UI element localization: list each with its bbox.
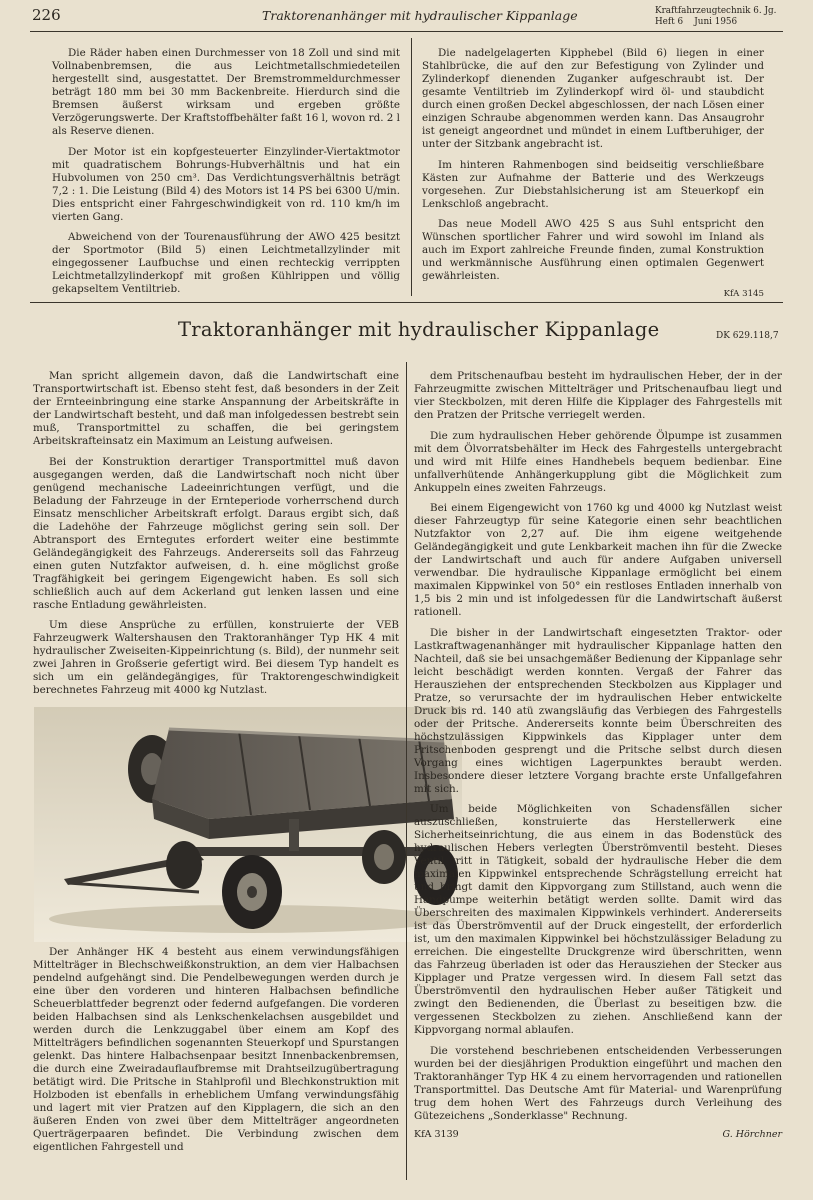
paragraph: Der Motor ist ein kopfgesteuerter Einzylinder-Viertaktmotor mit quadratischem Bohrungs-Hubverhältnis und hat ein Hubvolumen von 250 cm³. Das Verdichtungsverhältnis beträgt 7,2 : 1. Die Leistung (Bild 4) des Motors ist 14 PS bei 6300 U/min. Dies entspricht einer Fahrgeschwindigkeit von rd. 110 km/h im vierten Gang. bbox=[52, 145, 400, 223]
journal-info bbox=[655, 6, 776, 28]
article-left-column bbox=[33, 370, 399, 705]
paragraph: Die zum hydraulischen Heber gehörende Ölpumpe ist zusammen mit dem Ölvorratsbehälter im Heck des Fahrgestells untergebracht und wird mit Hilfe eines Handhebels bequem bedienbar. Eine unfallverhütende Anhängerkupplung gibt die Möglichkeit zum Ankuppeln eines zweiten Fahrzeugs. bbox=[414, 429, 782, 494]
paragraph: Im hinteren Rahmenbogen sind beidseitig verschließbare Kästen zur Aufnahme der Batterie und des Werkzeugs vorgesehen. Zur Diebstahlsicherung ist am Steuerkopf ein Lenkschloß angebracht. bbox=[422, 158, 764, 210]
article-left-bottom-column bbox=[33, 946, 399, 1162]
top-left-column bbox=[52, 47, 400, 304]
paragraph: Die nadelgelagerten Kipphebel (Bild 6) liegen in einer Stahlbrücke, die auf den zur Befestigung von Zylinder und Zylinderkopf dienenden Zuganker aufgeschraubt ist. Der gesamte Ventiltrieb im Zylinderkopf wird öl- und staubdicht durch einen großen Deckel abgeschlossen, der nach Lösen einer einzigen Schraube abgenommen werden kann. Das Ansaugrohr ist geneigt angeordnet und mündet in einem Luftberuhiger, der unter der Sitzbank angebracht ist. bbox=[422, 47, 764, 150]
top-right-column bbox=[422, 47, 764, 301]
running-title: Traktorenanhänger mit hydraulischer Kippanlage bbox=[262, 8, 578, 23]
paragraph: Um diese Ansprüche zu erfüllen, konstruierte der VEB Fahrzeugwerk Waltershausen den Traktoranhänger Typ HK 4 mit hydraulischer Zweiseiten-Kippeinrichtung (s. Bild), der nunmehr seit zwei Jahren in Großserie gefertigt wird. Bei diesem Typ handelt es sich um ein geländegängiges, für Traktorengeschwindigkeit berechnetes Fahrzeug mit 4000 kg Nutzlast. bbox=[33, 619, 399, 696]
header-rule bbox=[30, 31, 783, 32]
issue: Heft 6 bbox=[655, 17, 684, 27]
paragraph: Die Räder haben einen Durchmesser von 18 Zoll und sind mit Vollnabenbremsen, die aus Leichtmetallschmiedeteilen hergestellt sind, ausgestattet. Der Bremstrommeldurchmesser beträgt 180 mm bei 30 mm Backenbreite. Hierdurch sind die Bremsen äußerst wirksam und ergeben größte Verzögerungswerte. Der Kraftstoffbehälter faßt 16 l, wovon rd. 2 l als Reserve dienen. bbox=[52, 47, 400, 137]
article-right-column bbox=[414, 370, 782, 1141]
article-title: Traktoranhänger mit hydraulischer Kippanlage bbox=[178, 318, 660, 341]
article-footer bbox=[414, 1128, 782, 1141]
dk-classification: DK 629.118,7 bbox=[716, 331, 779, 341]
paragraph: Das neue Modell AWO 425 S aus Suhl entspricht den Wünschen sportlicher Fahrer und wird sowohl im Inland als auch im Export zahlreiche Freunde finden, zumal Konstruktion und werkmännische Ausführung einen optimalen Gegenwert gewährleisten. bbox=[422, 218, 764, 282]
column-rule bbox=[411, 38, 412, 296]
kfa-reference: KfA 3139 bbox=[414, 1129, 459, 1140]
paragraph: Die vorstehend beschriebenen entscheidenden Verbesserungen wurden bei der diesjährigen Produktion eingeführt und machen den Traktoranhänger Typ HK 4 zu einem hervorragenden und rationellen Transportmittel. Das Deutsche Amt für Material- und Warenprüfung trug dem hohen Wert des Fahrzeugs durch Verleihung des Gütezeichens „Sonderklasse" Rechnung. bbox=[414, 1044, 782, 1122]
kfa-reference: KfA 3145 bbox=[723, 288, 764, 299]
journal-name: Kraftfahrzeugtechnik 6. Jg. bbox=[655, 6, 777, 16]
paragraph: Bei der Konstruktion derartiger Transportmittel muß davon ausgegangen werden, daß die Landwirtschaft noch nicht über genügend mechanische Ladeeinrichtungen verfügt, und die Beladung der Fahrzeuge in der Ernteperiode vorherrschend durch Einsatz menschlicher Arbeitskraft erfolgt. Daraus ergibt sich, daß die Ladehöhe der Fahrzeuge möglichst gering sein soll. Der Abtransport des Erntegutes erfordert weiter eine bestimmte Geländegängigkeit des Fahrzeugs. Andererseits soll das Fahrzeug einen guten Nutzfaktor aufweisen, d. h. eine möglichst große Tragfähigkeit bei geringem Eigengewicht haben. Es soll sich schließlich auch auf dem Ackerland gut lenken lassen und eine rasche Entladung gewährleisten. bbox=[33, 455, 399, 611]
author: G. Hörchner bbox=[722, 1129, 782, 1140]
paragraph: Man spricht allgemein davon, daß die Landwirtschaft eine Transportwirtschaft ist. Ebenso steht fest, daß besonders in der Zeit der Ernteeinbringung eine starke Anspannung der Arbeitskräfte in der Landwirtschaft besteht, und daß man infolgedessen bestrebt sein muß, Transportmittel zu schaffen, die bei geringstem Arbeitskrafteinsatz ein Maximum an Leistung aufweisen. bbox=[33, 370, 399, 447]
page-number: 226 bbox=[32, 6, 61, 24]
date: Juni 1956 bbox=[694, 17, 738, 27]
paragraph: Bei einem Eigengewicht von 1760 kg und 4000 kg Nutzlast weist dieser Fahrzeugtyp für seine Kategorie einen sehr beachtlichen Nutzfaktor von 2,27 auf. Die ihm eigene weitgehende Geländegängigkeit und gute Lenkbarkeit machen ihn für die Zwecke der Landwirtschaft und auch für andere Aufgaben universell verwendbar. Die hydraulische Kippanlage ermöglicht bei einem maximalen Kippwinkel von 50° ein restloses Entladen innerhalb von 1,5 bis 2 min und ist infolgedessen für die Landwirtschaft äußerst rationell. bbox=[414, 502, 782, 618]
paragraph: Die bisher in der Landwirtschaft eingesetzten Traktor- oder Lastkraftwagenanhänger mit hydraulischer Kippanlage hatten den Nachteil, daß sie bei unsachgemäßer Bedienung der Kippanlage sehr leicht beschädigt werden konnten. Vergaß der Fahrer das Herausziehen der entsprechenden Steckbolzen aus Kipplager und Pratze, so verursachte der im hydraulischen Heber entwickelte Druck bis rd. 140 atü zwangsläufig das Verbiegen des Fahrgestells oder der Pritsche. Andererseits konnte beim Überschreiten des höchstzulässigen Kippwinkels das Kipplager unter dem Pritschenboden gesprengt und die Pritsche selbst durch diesen Vorgang eines wichtigen Lagerpunktes beraubt werden. Insbesondere dieser letztere Vorgang brachte erste Unfallgefahren mit sich. bbox=[414, 626, 782, 795]
column-rule bbox=[406, 362, 407, 1180]
section-rule bbox=[30, 302, 783, 303]
paragraph: Der Anhänger HK 4 besteht aus einem verwindungsfähigen Mittelträger in Blechschweißkonstruktion, an dem vier Halbachsen pendelnd aufgehängt sind. Die Pendelbewegungen werden durch je eine über den vorderen und hinteren Halbachsen befindliche Scheuerblattfeder begrenzt oder federnd aufgefangen. Die vorderen beiden Halbachsen sind als Lenkschenkelachsen ausgebildet und werden durch die Lenkzuggabel über einem am Kopf des Mittelträgers befindlichen sogenannten Steuerkopf und Spurstangen gelenkt. Das hintere Halbachsenpaar besitzt Innenbackenbremsen, die durch eine Zweiradauflaufbremse mit Drahtseilzugübertragung betätigt wird. Die Pritsche in Stahlprofil und Blechkonstruktion mit Holzboden ist ebenfalls in erheblichem Umfang verwindungsfähig und lagert mit vier Pratzen auf den Kipplagern, die sich an den äußeren Enden von zwei über dem Mittelträger angeordneten Querträgerpaaren befindet. Die Verbindung zwischen dem eigentlichen Fahrgestell und bbox=[33, 946, 399, 1153]
trailer-photo bbox=[34, 707, 462, 942]
issue-date-line bbox=[655, 17, 776, 28]
paragraph: Abweichend von der Tourenausführung der AWO 425 besitzt der Sportmotor (Bild 5) einen Leichtmetallzylinder mit eingegossener Laufbuchse und einen rechteckig verrippten Leichtmetallzylinderkopf mit großen Kühlrippen und völlig gekapseltem Ventiltrieb. bbox=[52, 231, 400, 295]
paragraph: Um beide Möglichkeiten von Schadensfällen sicher auszuschließen, konstruierte das Herstellerwerk eine Sicherheitseinrichtung, die aus einem in das Bodenstück des hydraulischen Hebers verlegten Überströmventil besteht. Dieses Ventil tritt in Tätigkeit, sobald der hydraulische Heber die dem maximalen Kippwinkel entsprechende Schrägstellung erreicht hat und bringt damit den Kippvorgang zum Stillstand, auch wenn die Handpumpe weiterhin betätigt werden sollte. Damit wird das Überschreiten des maximalen Kippwinkels verhindert. Andererseits ist das Überströmventil auf der Druck eingestellt, der erforderlich ist, um den maximalen Kippwinkel bei höchstzulässiger Beladung zu erreichen. Die eingestellte Druckgrenze wird überschritten, wenn das Fahrzeug überladen ist oder das Herausziehen der Stecker aus Kipplager und Pratze vergessen wird. In diesem Fall setzt das Überströmventil den hydraulischen Heber außer Tätigkeit und zwingt den Bedienenden, die Überlast zu beseitigen bzw. die vergessenen Steckbolzen zu ziehen. Anschließend kann der Kippvorgang normal ablaufen. bbox=[414, 803, 782, 1036]
paragraph: dem Pritschenaufbau besteht im hydraulischen Heber, der in der Fahrzeugmitte zwischen Mittelträger und Pritschenaufbau liegt und vier Steckbolzen, mit deren Hilfe die Kipplager des Fahrgestells mit den Pratzen der Pritsche verriegelt werden. bbox=[414, 370, 782, 421]
